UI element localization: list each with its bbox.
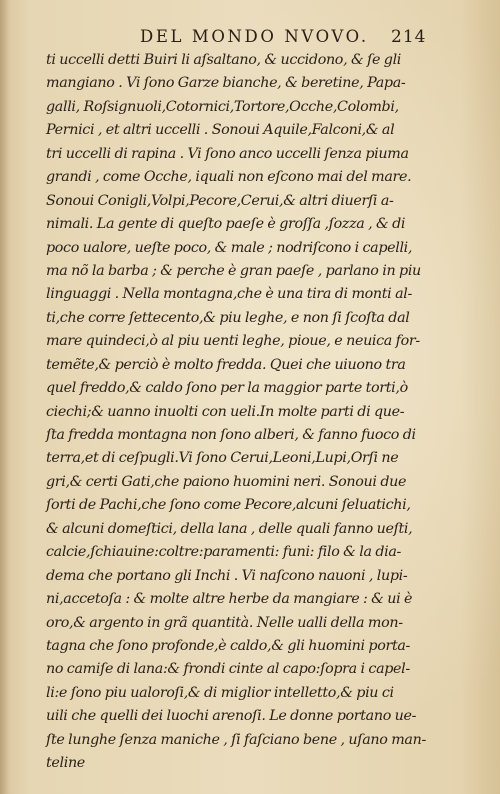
text-line: mangiano . Vi ſono Garze bianche, & beretine, Papa- bbox=[46, 75, 406, 92]
text-line: ti,che corre ſettecento,& piu leghe, e non ſi ſcoſta dal bbox=[46, 309, 410, 326]
text-line: teline bbox=[46, 755, 85, 772]
text-line: quel freddo,& caldo ſono per la maggior parte torti,ò bbox=[46, 380, 408, 397]
text-line: linguaggi . Nella montagna,che è una tira di monti al- bbox=[46, 286, 412, 303]
text-line: temẽte,& perciò è molto fredda. Quei che uiuono tra bbox=[46, 356, 406, 373]
text-line: grandi , come Ocche, iquali non eſcono mai del mare. bbox=[46, 169, 412, 186]
body-text-block bbox=[46, 49, 446, 776]
text-line: uili che quelli dei luochi arenoſi. Le donne portano ue- bbox=[46, 708, 417, 725]
page-gutter-shadow bbox=[0, 0, 10, 794]
text-line: no camiſe di lana:& frondi cinte al capo:ſopra i capel- bbox=[46, 661, 410, 678]
text-line: gri,& certi Gati,che paiono huomini neri. Sonoui due bbox=[46, 473, 407, 490]
text-line: mare quindeci,ò al piu uenti leghe, pioue, e neuica for- bbox=[46, 333, 420, 350]
text-line: tri uccelli di rapina . Vi ſono anco uccelli ſenza piuma bbox=[46, 145, 409, 162]
text-line: dema che portano gli Inchi . Vi naſcono nauoni , lupi- bbox=[46, 567, 408, 584]
text-line: ciechi;& uanno inuolti con ueli.In molte parti di que- bbox=[46, 403, 405, 420]
text-line: Sonoui Conigli,Volpi,Pecore,Cerui,& altri diuerſi a- bbox=[46, 192, 394, 209]
text-line: ni,accetoſa : & molte altre herbe da mangiare : & ui è bbox=[46, 591, 413, 608]
text-line: ti uccelli detti Buiri li aſsaltano, & uccidono, & ſe gli bbox=[46, 52, 402, 68]
text-line: poco ualore, ueſte poco, & male ; nodriſcono i capelli, bbox=[46, 239, 413, 256]
page-number: 214 bbox=[391, 27, 427, 47]
text-line: oro,& argento in grã quantità. Nelle ualli della mon- bbox=[46, 614, 403, 631]
text-line: galli, Roſsignuoli,Cotornici,Tortore,Ocche,Colombi, bbox=[46, 98, 399, 115]
text-line: ſorti de Pachi,che ſono come Pecore,alcuni ſeluatichi, bbox=[46, 497, 411, 514]
text-line: nimali. La gente di queſto paeſe è groſſa ,ſozza , & di bbox=[46, 216, 406, 233]
text-line: li:e ſono piu ualoroſi,& di miglior intelletto,& piu ci bbox=[46, 684, 394, 701]
text-line: & alcuni domeſtici, della lana , delle quali fanno ueſti, bbox=[46, 520, 413, 537]
page-header bbox=[140, 27, 440, 51]
text-line: ſte lunghe ſenza maniche , ſi faſciano bene , uſano man- bbox=[46, 731, 426, 748]
text-line: tagna che ſono profonde,è caldo,& gli huomini porta- bbox=[46, 637, 411, 654]
text-line: ſta fredda montagna non ſono alberi, & fanno fuoco di bbox=[46, 427, 416, 443]
text-line: ma nõ la barba ; & perche è gran paeſe , parlano in piu bbox=[46, 262, 421, 279]
running-title: DEL MONDO NVOVO. bbox=[140, 27, 369, 46]
text-line: calcie,ſchiauine:coltre:paramenti: funi: filo & la dia- bbox=[46, 544, 402, 561]
text-line: Pernici , et altri uccelli . Sonoui Aquile,Falconi,& al bbox=[46, 122, 395, 139]
text-line: terra,et di ceſpugli.Vi ſono Cerui,Leoni,Lupi,Orſi ne bbox=[46, 450, 399, 467]
